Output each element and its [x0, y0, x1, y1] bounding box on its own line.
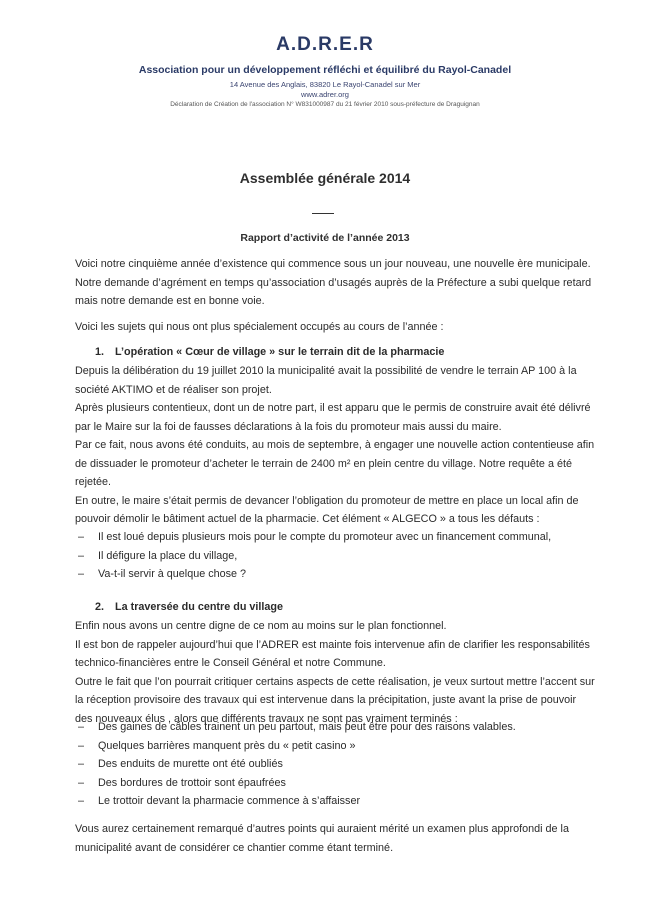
list-marker: – [78, 758, 85, 770]
list-item [78, 547, 598, 566]
list-marker: – [78, 739, 85, 752]
section-1-paragraph: Après plusieurs contentieux, dont un de notre part, il est apparu que le permis de construire avait été délivré par le Maire sur la foi de fausses déclarations à la fois du promoteur mais aussi du maire. [75, 402, 591, 433]
topics-paragraph: Voici les sujets qui nous ont plus spécialement occupés au cours de l’année : [75, 321, 444, 333]
list-item-text: Quelques barrières manquent près du « petit casino » [98, 739, 356, 752]
list-item [78, 792, 598, 811]
section-1-paragraph: Depuis la délibération du 19 juillet 2010 la municipalité avait la possibilité de vendre le terrain AP 100 à la société AKTIMO et de réaliser son projet. [75, 365, 577, 396]
list-item-text: Le trottoir devant la pharmacie commence à s’affaisser [98, 795, 361, 807]
list-item-text: Il défigure la place du village, [98, 549, 238, 562]
section-2-title: La traversée du centre du village [115, 601, 284, 613]
list-item [78, 528, 598, 547]
list-item [78, 565, 598, 584]
list-item [78, 774, 598, 793]
section-2-heading [95, 601, 283, 613]
org-name: A.D.R.E.R [276, 34, 374, 55]
section-1-body [75, 362, 595, 529]
section-2-list [78, 718, 598, 811]
list-marker: – [78, 776, 85, 789]
list-item-text: Des enduits de murette ont été oubliés [98, 758, 283, 770]
intro-paragraph: Voici notre cinquième année d’existence qui commence sous un jour nouveau, une nouvelle ère municipale. Notre demande d’agrément en temps qu’association d’usagés auprès de la Préfecture a subi quelque retard mais notre demande est en bonne voie. [75, 258, 592, 307]
list-item [78, 737, 598, 756]
section-2-paragraph: Il est bon de rappeler aujourd’hui que l’ADRER est mainte fois intervenue afin de clarifier les responsabilités technico-financières entre le Conseil Général et notre Commune. [75, 638, 590, 669]
document-subtitle: Rapport d’activité de l’année 2013 [240, 232, 410, 244]
list-marker: – [78, 795, 85, 807]
list-item-text: Il est loué depuis plusieurs mois pour le compte du promoteur avec un financement communal, [98, 531, 552, 543]
org-declaration: Déclaration de Création de l'association N° W831000987 du 21 février 2010 sous-préfecture de Draguignan [170, 101, 480, 108]
list-item [78, 718, 598, 737]
list-marker: – [78, 549, 85, 562]
section-1-title: L’opération « Cœur de village » sur le terrain dit de la pharmacie [115, 346, 445, 358]
list-item-text: Des bordures de trottoir sont épaufrées [98, 776, 286, 789]
section-1-heading [95, 346, 444, 358]
list-item-text: Va-t-il servir à quelque chose ? [98, 568, 247, 580]
org-full-name: Association pour un développement réfléchi et équilibré du Rayol-Canadel [138, 64, 512, 76]
list-marker: – [78, 721, 85, 733]
section-1-number: 1. [95, 346, 105, 358]
title-divider [312, 213, 334, 214]
list-item [78, 755, 598, 774]
section-2-paragraph: Outre le fait que l’on pourrait critiquer certains aspects de cette réalisation, je veux surtout mettre l’accent sur la réception provisoire des travaux qui est intervenue dans la précipitation, juste avant la prise de pouvoir des nouveaux élus , alors que différents travaux ne sont pas vraiment terminés : [75, 675, 595, 725]
list-item-text: Des gaines de câbles trainent un peu partout, mais peut être pour des raisons valables. [98, 721, 516, 733]
closing-paragraph: Vous aurez certainement remarqué d’autres points qui auraient mérité un examen plus approfondi de la municipalité avant de considérer ce chantier comme étant terminé. [75, 823, 569, 854]
org-website[interactable]: www.adrer.org [301, 90, 349, 99]
org-address: 14 Avenue des Anglais, 83820 Le Rayol-Canadel sur Mer [229, 80, 421, 89]
list-marker: – [78, 568, 85, 580]
list-marker: – [78, 531, 85, 543]
document-title: Assemblée générale 2014 [239, 170, 411, 186]
section-1-list [78, 528, 598, 584]
section-1-paragraph: Par ce fait, nous avons été conduits, au mois de septembre, à engager une nouvelle action contentieuse afin de dissuader le promoteur d’acheter le terrain de 2400 m² en plein centre du village. Notre requête a été rejetée. [75, 439, 595, 488]
section-2-body [75, 617, 595, 728]
section-1-paragraph: En outre, le maire s’était permis de devancer l’obligation du promoteur de mettre en place un local afin de pouvoir démolir le bâtiment actuel de la pharmacie. Cet élément « ALGECO » a tous les défauts : [75, 494, 579, 525]
section-2-number: 2. [95, 601, 105, 613]
section-2-paragraph: Enfin nous avons un centre digne de ce nom au moins sur le plan fonctionnel. [75, 620, 447, 632]
